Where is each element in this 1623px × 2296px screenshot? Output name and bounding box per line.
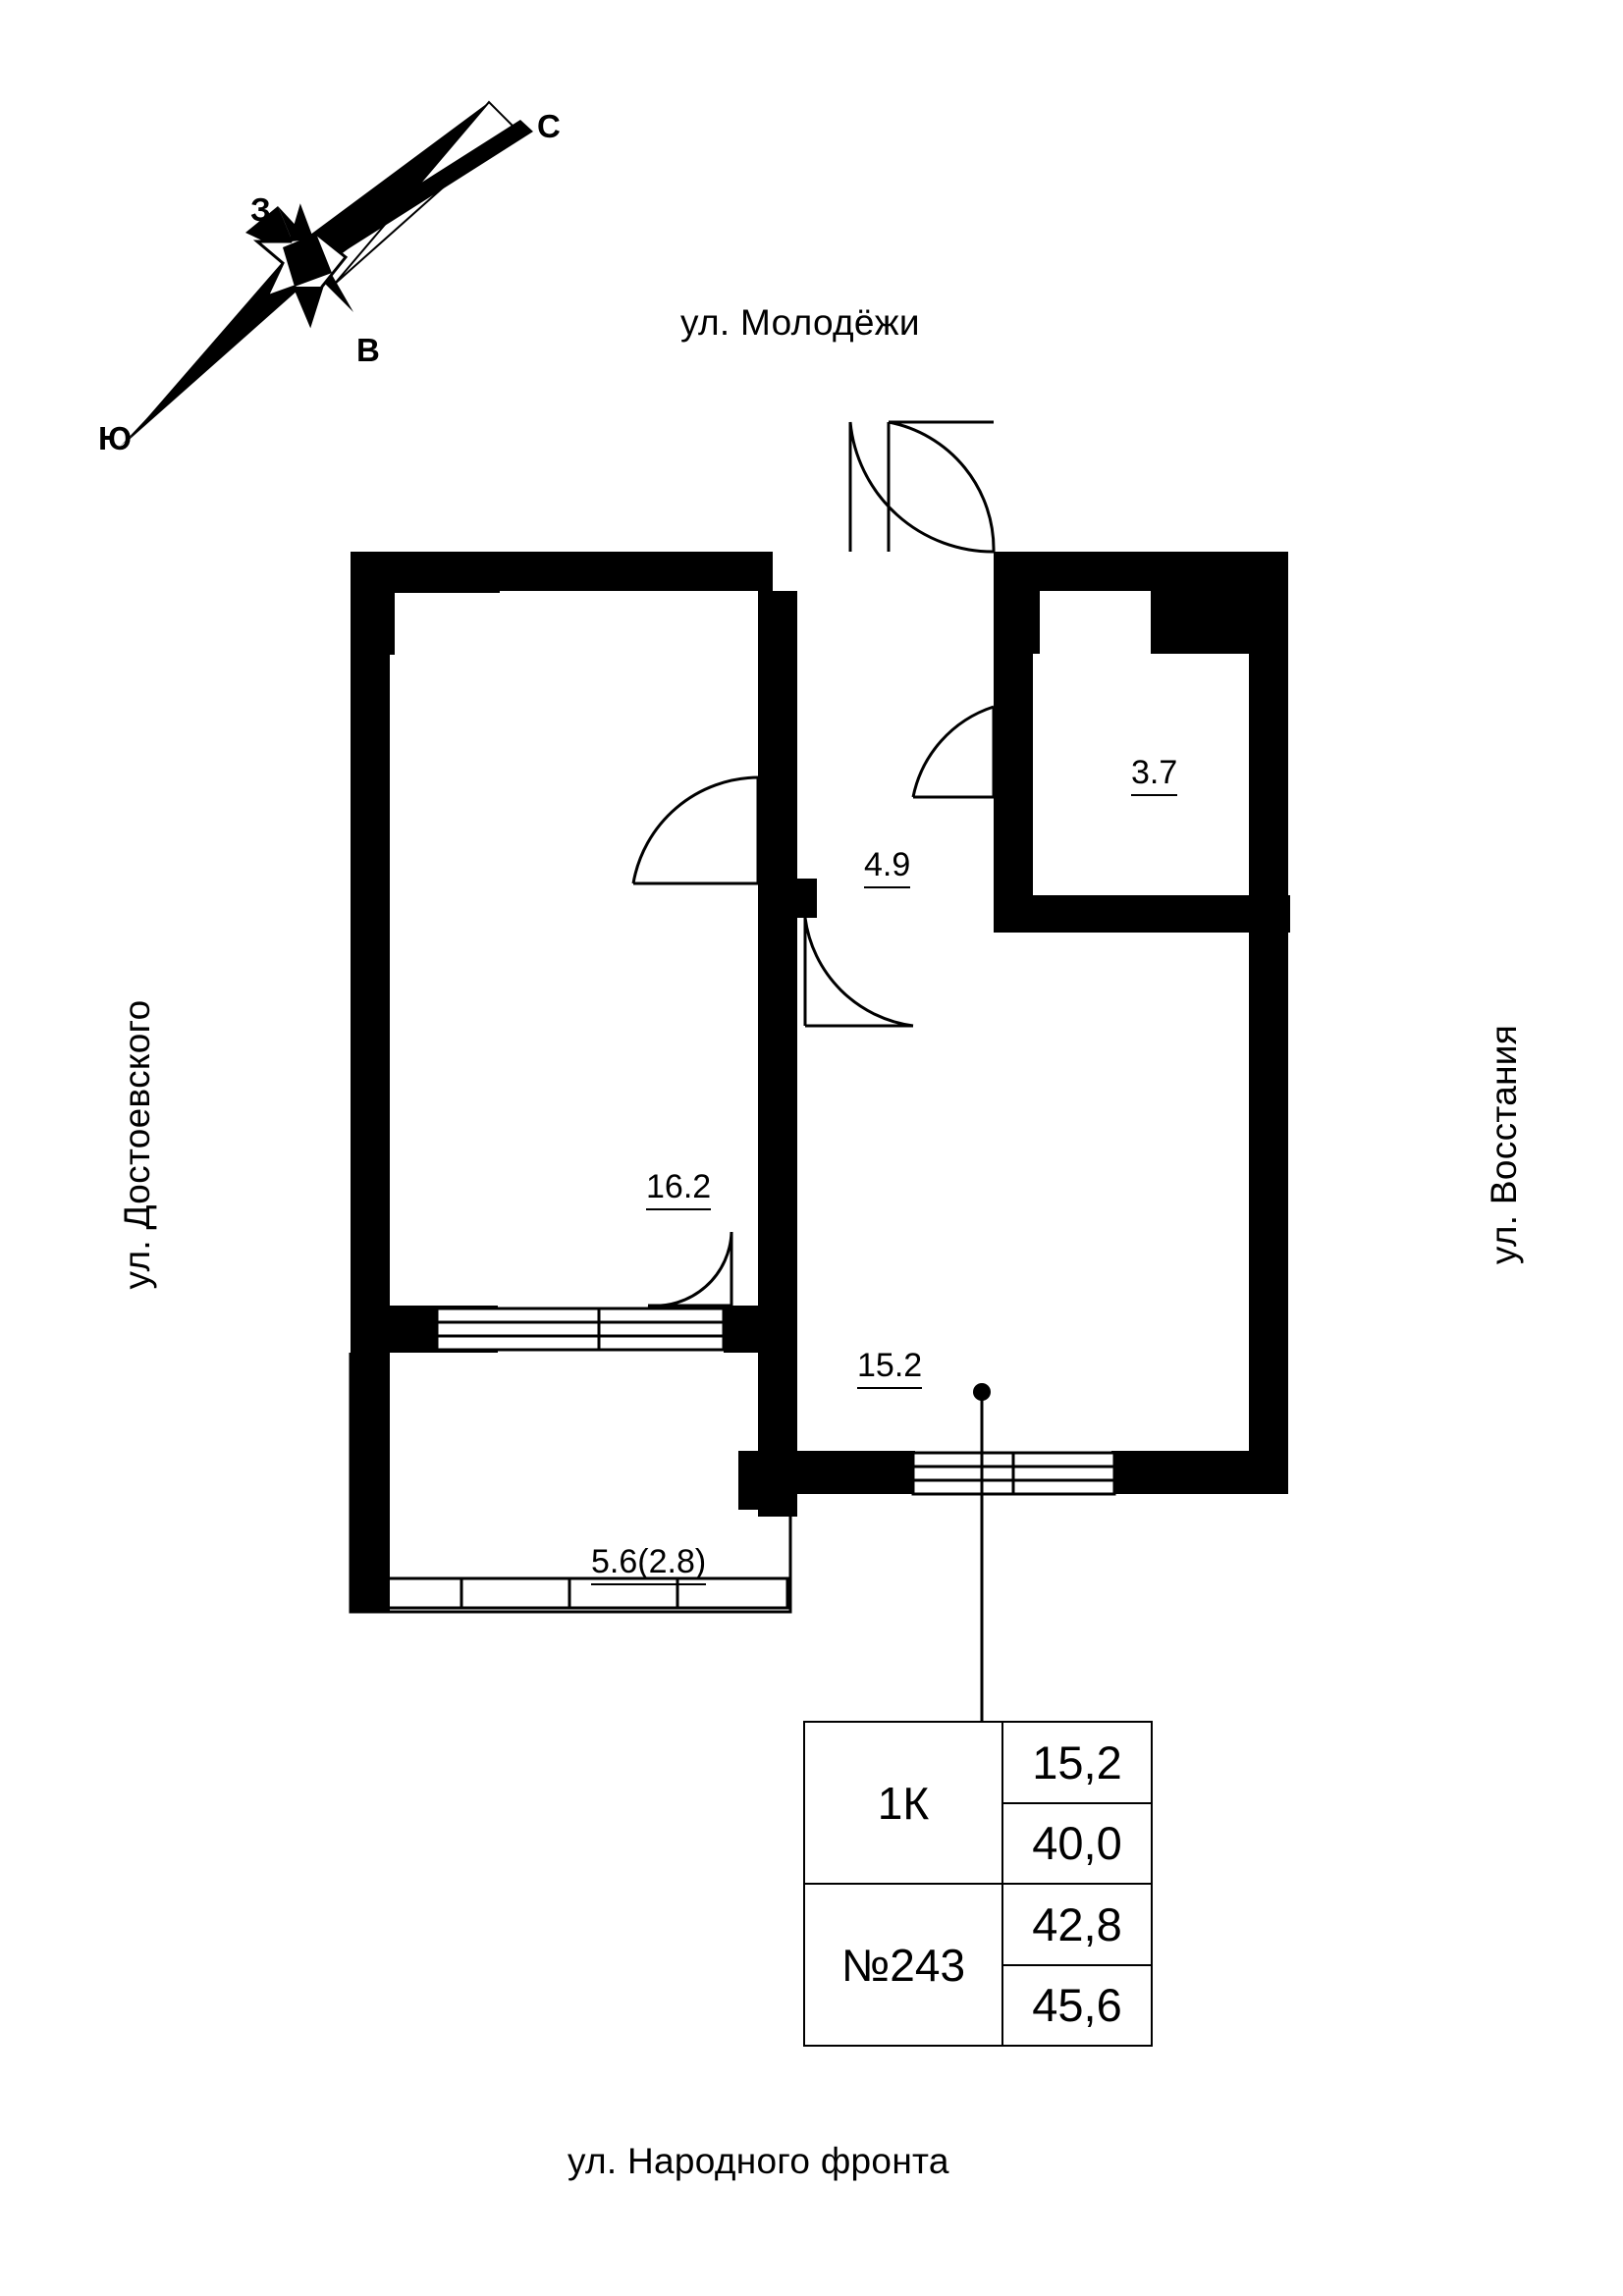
summary-value-total-with-balcony: 45,6 <box>1032 1979 1122 2032</box>
street-label-top: ул. Молодёжи <box>680 302 920 343</box>
room-area-bedroom: 15.2 <box>857 1347 922 1389</box>
summary-value-total-area: 42,8 <box>1003 1885 1151 1966</box>
summary-value-usable-area: 40,0 <box>1003 1804 1151 1886</box>
summary-value-living-area: 15,2 <box>1003 1723 1151 1804</box>
compass-west-label: З <box>250 191 271 228</box>
walls <box>351 552 1290 1612</box>
room-area-balcony: 5.6(2.8) <box>591 1543 706 1585</box>
apartment-number: №243 <box>840 1939 966 1991</box>
apartment-summary-table <box>803 1721 1153 2047</box>
room-area-hall: 4.9 <box>864 846 910 888</box>
leader-line <box>973 1383 991 1721</box>
compass-south-label: Ю <box>98 420 133 456</box>
street-label-right: ул. Восстания <box>1484 1024 1524 1265</box>
summary-right-column <box>1003 1723 1151 2045</box>
apartment-type: 1К <box>805 1723 1001 1885</box>
street-label-left: ул. Достоевского <box>117 999 157 1290</box>
compass-north-label: С <box>537 108 561 144</box>
summary-left-column <box>805 1723 1003 2045</box>
room-area-bathroom: 3.7 <box>1131 754 1177 796</box>
compass-east-label: В <box>356 332 380 368</box>
room-area-living: 16.2 <box>646 1168 711 1210</box>
street-label-bottom: ул. Народного фронта <box>568 2141 949 2181</box>
compass-rose <box>120 102 533 447</box>
